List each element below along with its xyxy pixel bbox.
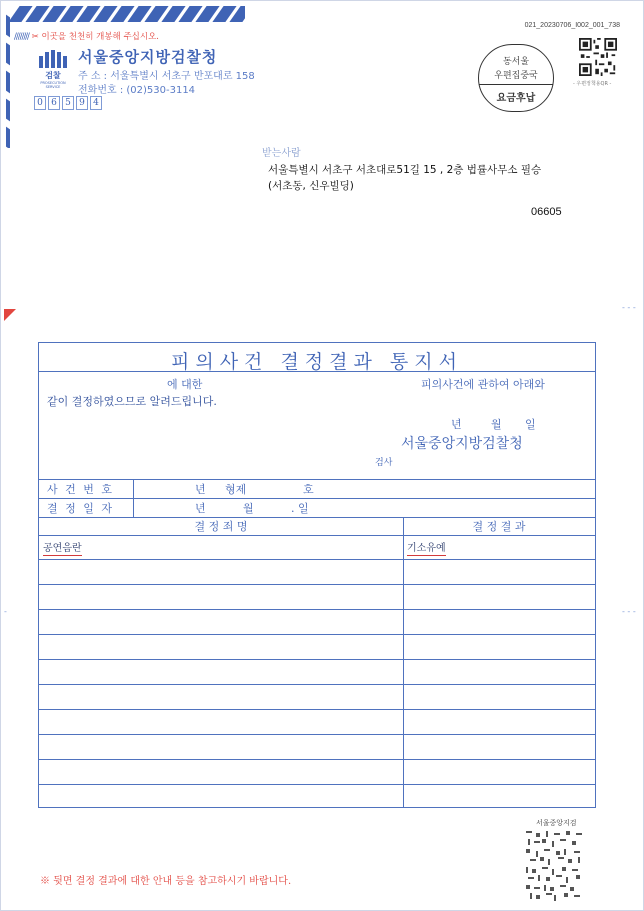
decision-date-label: 결 정 일 자 <box>47 502 114 515</box>
stamp-line2: 우편집중국 <box>494 71 538 81</box>
fold-dash: - - - <box>622 607 636 616</box>
decision-charge: 공연음란 <box>43 539 82 556</box>
sender-postal-code <box>34 96 102 110</box>
recipient-address-line2: (서초동, 신우빌딩) <box>268 180 354 192</box>
qr-bottom-label: 서울중앙지검 <box>536 819 577 827</box>
postal-digit: 0 <box>34 96 46 110</box>
airmail-stripes-top <box>10 6 245 22</box>
logo-english: PROSECUTION SERVICE <box>40 81 66 89</box>
table-row <box>39 584 595 585</box>
case-number-no: 호 <box>303 483 314 496</box>
postage-stamp <box>478 44 554 112</box>
column-result-header: 결 정 결 과 <box>472 520 526 533</box>
intro-line2: 같이 결정하였으므로 알려드립니다. <box>47 395 217 408</box>
prosecutor-label: 검사 <box>375 458 393 468</box>
airmail-stripes-side <box>6 8 16 148</box>
table-row <box>39 784 595 785</box>
scissors-icon: ✂ <box>31 32 42 42</box>
table-row <box>39 659 595 660</box>
case-number-type: 형제 <box>225 483 247 496</box>
postal-digit: 4 <box>90 96 102 110</box>
table-row <box>39 609 595 610</box>
airmail-stripe <box>6 71 10 94</box>
recipient-address-line1: 서울특별시 서초구 서초대로51길 15 , 2층 법률사무소 필승 <box>268 164 542 176</box>
column-charge-header: 결 정 죄 명 <box>194 520 248 533</box>
column-divider <box>403 517 404 807</box>
table-row <box>39 634 595 635</box>
decision-date-year: 년 <box>195 502 206 515</box>
case-number-label: 사 건 번 호 <box>47 483 114 496</box>
airmail-stripe <box>6 127 10 148</box>
table-row <box>39 684 595 685</box>
logo-korean: 검찰 <box>45 71 61 80</box>
sender-phone: 전화번호 : (02)530-3114 <box>78 85 196 96</box>
fold-marker <box>4 309 16 321</box>
date-year: 년 <box>451 418 462 431</box>
table-row <box>39 759 595 760</box>
date-month: 월 <box>491 418 502 431</box>
sender-name: 서울중앙지방검찰청 <box>78 48 218 66</box>
issuing-office: 서울중앙지방검찰청 <box>401 436 523 452</box>
recipient-zip: 06605 <box>531 206 562 218</box>
open-note-text: 이곳을 천천히 개봉해 주십시오. <box>41 32 160 42</box>
recipient-label: 받는사람 <box>262 148 301 159</box>
row-divider <box>39 535 595 536</box>
table-row <box>39 709 595 710</box>
row-divider <box>39 498 595 499</box>
open-note-prefix: //////// <box>14 32 29 42</box>
notification-form <box>38 342 596 808</box>
qr-code-icon <box>524 829 584 901</box>
decision-result: 기소유예 <box>407 539 446 556</box>
prosecution-logo <box>34 50 72 89</box>
open-instruction <box>14 30 159 42</box>
postal-digit: 6 <box>48 96 60 110</box>
form-title: 피의사건 결정결과 통지서 <box>171 351 463 373</box>
sender-address: 주 소 : 서울특별시 서초구 반포대로 158 <box>78 71 255 82</box>
intro-about: 에 대한 <box>167 378 203 391</box>
qr-code-icon <box>579 38 617 76</box>
date-day: 일 <box>525 418 536 431</box>
decision-date-day: . 일 <box>291 502 309 515</box>
logo-bars-icon <box>34 50 72 68</box>
row-divider <box>39 479 595 480</box>
fold-dash: - <box>4 607 7 616</box>
postal-digit: 5 <box>62 96 74 110</box>
fold-dash: - - - <box>622 303 636 312</box>
table-row <box>39 734 595 735</box>
qr-caption: - 우편정책용QR - <box>573 81 612 87</box>
document-id: 021_20230706_I002_001_738 <box>524 22 620 29</box>
decision-date-month: 월 <box>243 502 254 515</box>
airmail-stripe <box>6 43 10 66</box>
stamp-line1: 동서울 <box>502 57 530 67</box>
airmail-stripe <box>6 15 10 38</box>
title-divider <box>39 371 595 372</box>
postal-digit: 9 <box>76 96 88 110</box>
footnote: ※ 뒷면 결정 결과에 대한 안내 등을 참고하시기 바랍니다. <box>40 876 292 887</box>
table-row <box>39 559 595 560</box>
airmail-stripe <box>6 99 10 122</box>
stamp-line3: 요금후납 <box>496 93 536 104</box>
case-number-year: 년 <box>195 483 206 496</box>
intro-case: 피의사건에 관하여 아래와 <box>421 378 545 391</box>
